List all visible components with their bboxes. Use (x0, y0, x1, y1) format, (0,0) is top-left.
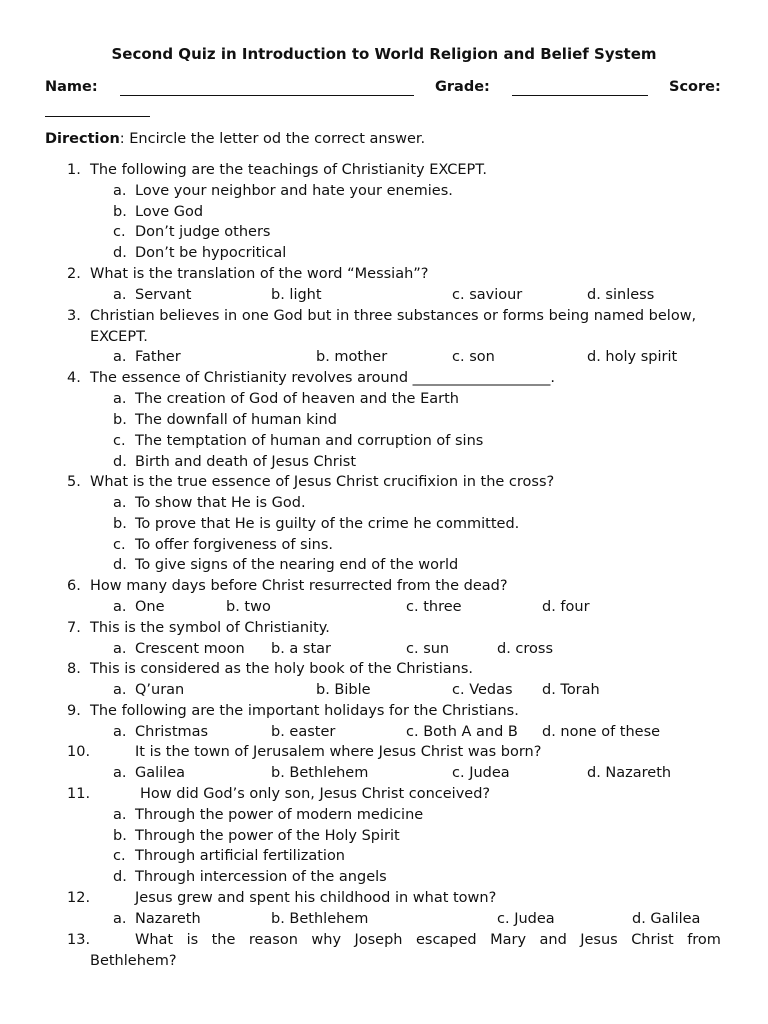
question-number: 6. (67, 578, 81, 594)
option-text: To offer forgiveness of sins. (135, 537, 333, 553)
option-text: Through the power of modern medicine (135, 807, 424, 823)
option-letter: a. (113, 349, 127, 365)
option-text: d. four (542, 599, 590, 615)
option-letter: a. (113, 183, 127, 199)
score-label: Score: (669, 79, 721, 95)
option-text: Love God (135, 204, 204, 220)
option-text: To show that He is God. (135, 495, 306, 511)
option-text: b. two (226, 599, 271, 615)
option-text: Don’t be hypocritical (135, 245, 287, 261)
question-word: why (311, 932, 342, 948)
option-letter: a. (113, 911, 127, 927)
question-word: from (687, 932, 721, 948)
option-text: d. Galilea (632, 911, 701, 927)
question-text: This is considered as the holy book of the Christians. (90, 661, 474, 677)
question-text: This is the symbol of Christianity. (90, 620, 330, 636)
option-text: c. son (452, 349, 495, 365)
option-text: Love your neighbor and hate your enemies. (135, 183, 453, 199)
option-text: Through artificial fertilization (135, 848, 346, 864)
option-text: b. a star (271, 641, 332, 657)
option-text: b. mother (316, 349, 388, 365)
option-text: d. cross (497, 641, 554, 657)
option-text: d. Torah (542, 682, 600, 698)
option-text: b. Bethlehem (271, 911, 369, 927)
question-word: What (135, 932, 174, 948)
option-letter: d. (113, 454, 127, 470)
option-text: Nazareth (135, 911, 201, 927)
option-text: To prove that He is guilty of the crime he committed. (135, 516, 520, 532)
question-number: 13. (67, 932, 91, 948)
question-word: is (186, 932, 199, 948)
question-number: 10. (67, 744, 91, 760)
option-text: c. Judea (497, 911, 555, 927)
option-letter: c. (113, 537, 126, 553)
option-letter: d. (113, 245, 127, 261)
question-word: escaped (415, 932, 477, 948)
question-word: Mary (490, 932, 527, 948)
question-text: Jesus grew and spent his childhood in what town? (135, 890, 497, 906)
option-text: Don’t judge others (135, 224, 271, 240)
option-text: Servant (135, 287, 192, 303)
question-word: Christ (631, 932, 674, 948)
option-letter: b. (113, 412, 127, 428)
question-text: The essence of Christianity revolves around ___________________. (90, 370, 556, 386)
question-number: 12. (67, 890, 91, 906)
grade-blank (512, 95, 648, 96)
option-text: b. Bethlehem (271, 765, 369, 781)
question-number: 7. (67, 620, 81, 636)
option-text: Q’uran (135, 682, 185, 698)
option-letter: c. (113, 433, 126, 449)
direction (45, 132, 425, 147)
option-letter: a. (113, 599, 127, 615)
score-blank (45, 116, 150, 117)
option-text: c. saviour (452, 287, 523, 303)
option-letter: a. (113, 391, 127, 407)
question-text: How did God’s only son, Jesus Christ conceived? (140, 786, 491, 802)
question-text: What is the true essence of Jesus Christ crucifixion in the cross? (90, 474, 555, 490)
option-text: To give signs of the nearing end of the world (135, 557, 459, 573)
name-label: Name: (45, 79, 98, 95)
option-letter: c. (113, 848, 126, 864)
grade-label: Grade: (435, 79, 490, 95)
option-text: Through intercession of the angels (135, 869, 387, 885)
option-letter: a. (113, 641, 127, 657)
question-word: Joseph (354, 932, 403, 948)
option-text: Galilea (135, 765, 186, 781)
option-text: c. sun (406, 641, 450, 657)
option-text: One (135, 599, 165, 615)
option-text: Father (135, 349, 181, 365)
option-letter: a. (113, 724, 127, 740)
question-number: 4. (67, 370, 81, 386)
option-letter: a. (113, 495, 127, 511)
option-text: b. light (271, 287, 322, 303)
option-text: d. sinless (587, 287, 655, 303)
option-text: Crescent moon (135, 641, 245, 657)
option-text: c. Vedas (452, 682, 513, 698)
question-number: 9. (67, 703, 81, 719)
option-text: b. easter (271, 724, 336, 740)
question-text: What is the translation of the word “Messiah”? (90, 266, 429, 282)
question-text-continued: EXCEPT. (90, 329, 148, 345)
question-text: How many days before Christ resurrected from the dead? (90, 578, 508, 594)
question-text: It is the town of Jerusalem where Jesus Christ was born? (135, 744, 542, 760)
question-number: 2. (67, 266, 81, 282)
option-letter: a. (113, 682, 127, 698)
option-letter: a. (113, 765, 127, 781)
name-blank (120, 95, 414, 96)
option-text: c. Judea (452, 765, 510, 781)
option-text: Christmas (135, 724, 209, 740)
question-word: reason (248, 932, 298, 948)
option-letter: c. (113, 224, 126, 240)
option-text: d. none of these (542, 724, 661, 740)
option-text: b. Bible (316, 682, 371, 698)
option-letter: a. (113, 287, 127, 303)
option-letter: b. (113, 516, 127, 532)
quiz-title: Second Quiz in Introduction to World Religion and Belief System (111, 45, 657, 63)
question-number: 3. (67, 308, 81, 324)
option-text: d. holy spirit (587, 349, 678, 365)
question-number: 11. (67, 786, 91, 802)
option-letter: b. (113, 828, 127, 844)
option-text: The creation of God of heaven and the Earth (135, 391, 459, 407)
option-text: Birth and death of Jesus Christ (135, 454, 357, 470)
direction-text: : Encircle the letter od the correct answer. (119, 131, 426, 147)
option-text: c. three (406, 599, 462, 615)
question-text: The following are the important holidays for the Christians. (90, 703, 519, 719)
option-letter: b. (113, 204, 127, 220)
option-text: c. Both A and B (406, 724, 518, 740)
direction-label: Direction (45, 131, 120, 147)
question-text-continued: Bethlehem? (90, 953, 177, 969)
option-letter: a. (113, 807, 127, 823)
question-text: The following are the teachings of Christianity EXCEPT. (90, 162, 488, 178)
question-number: 5. (67, 474, 81, 490)
question-word: and (539, 932, 567, 948)
option-text: The temptation of human and corruption of sins (135, 433, 484, 449)
option-text: d. Nazareth (587, 765, 672, 781)
question-number: 1. (67, 162, 81, 178)
question-number: 8. (67, 661, 81, 677)
question-text: Christian believes in one God but in three substances or forms being named below, (90, 308, 697, 324)
option-letter: d. (113, 557, 127, 573)
question-text (135, 933, 721, 948)
question-word: the (211, 932, 236, 948)
option-letter: d. (113, 869, 127, 885)
option-text: The downfall of human kind (135, 412, 337, 428)
option-text: Through the power of the Holy Spirit (135, 828, 400, 844)
question-word: Jesus (580, 932, 618, 948)
